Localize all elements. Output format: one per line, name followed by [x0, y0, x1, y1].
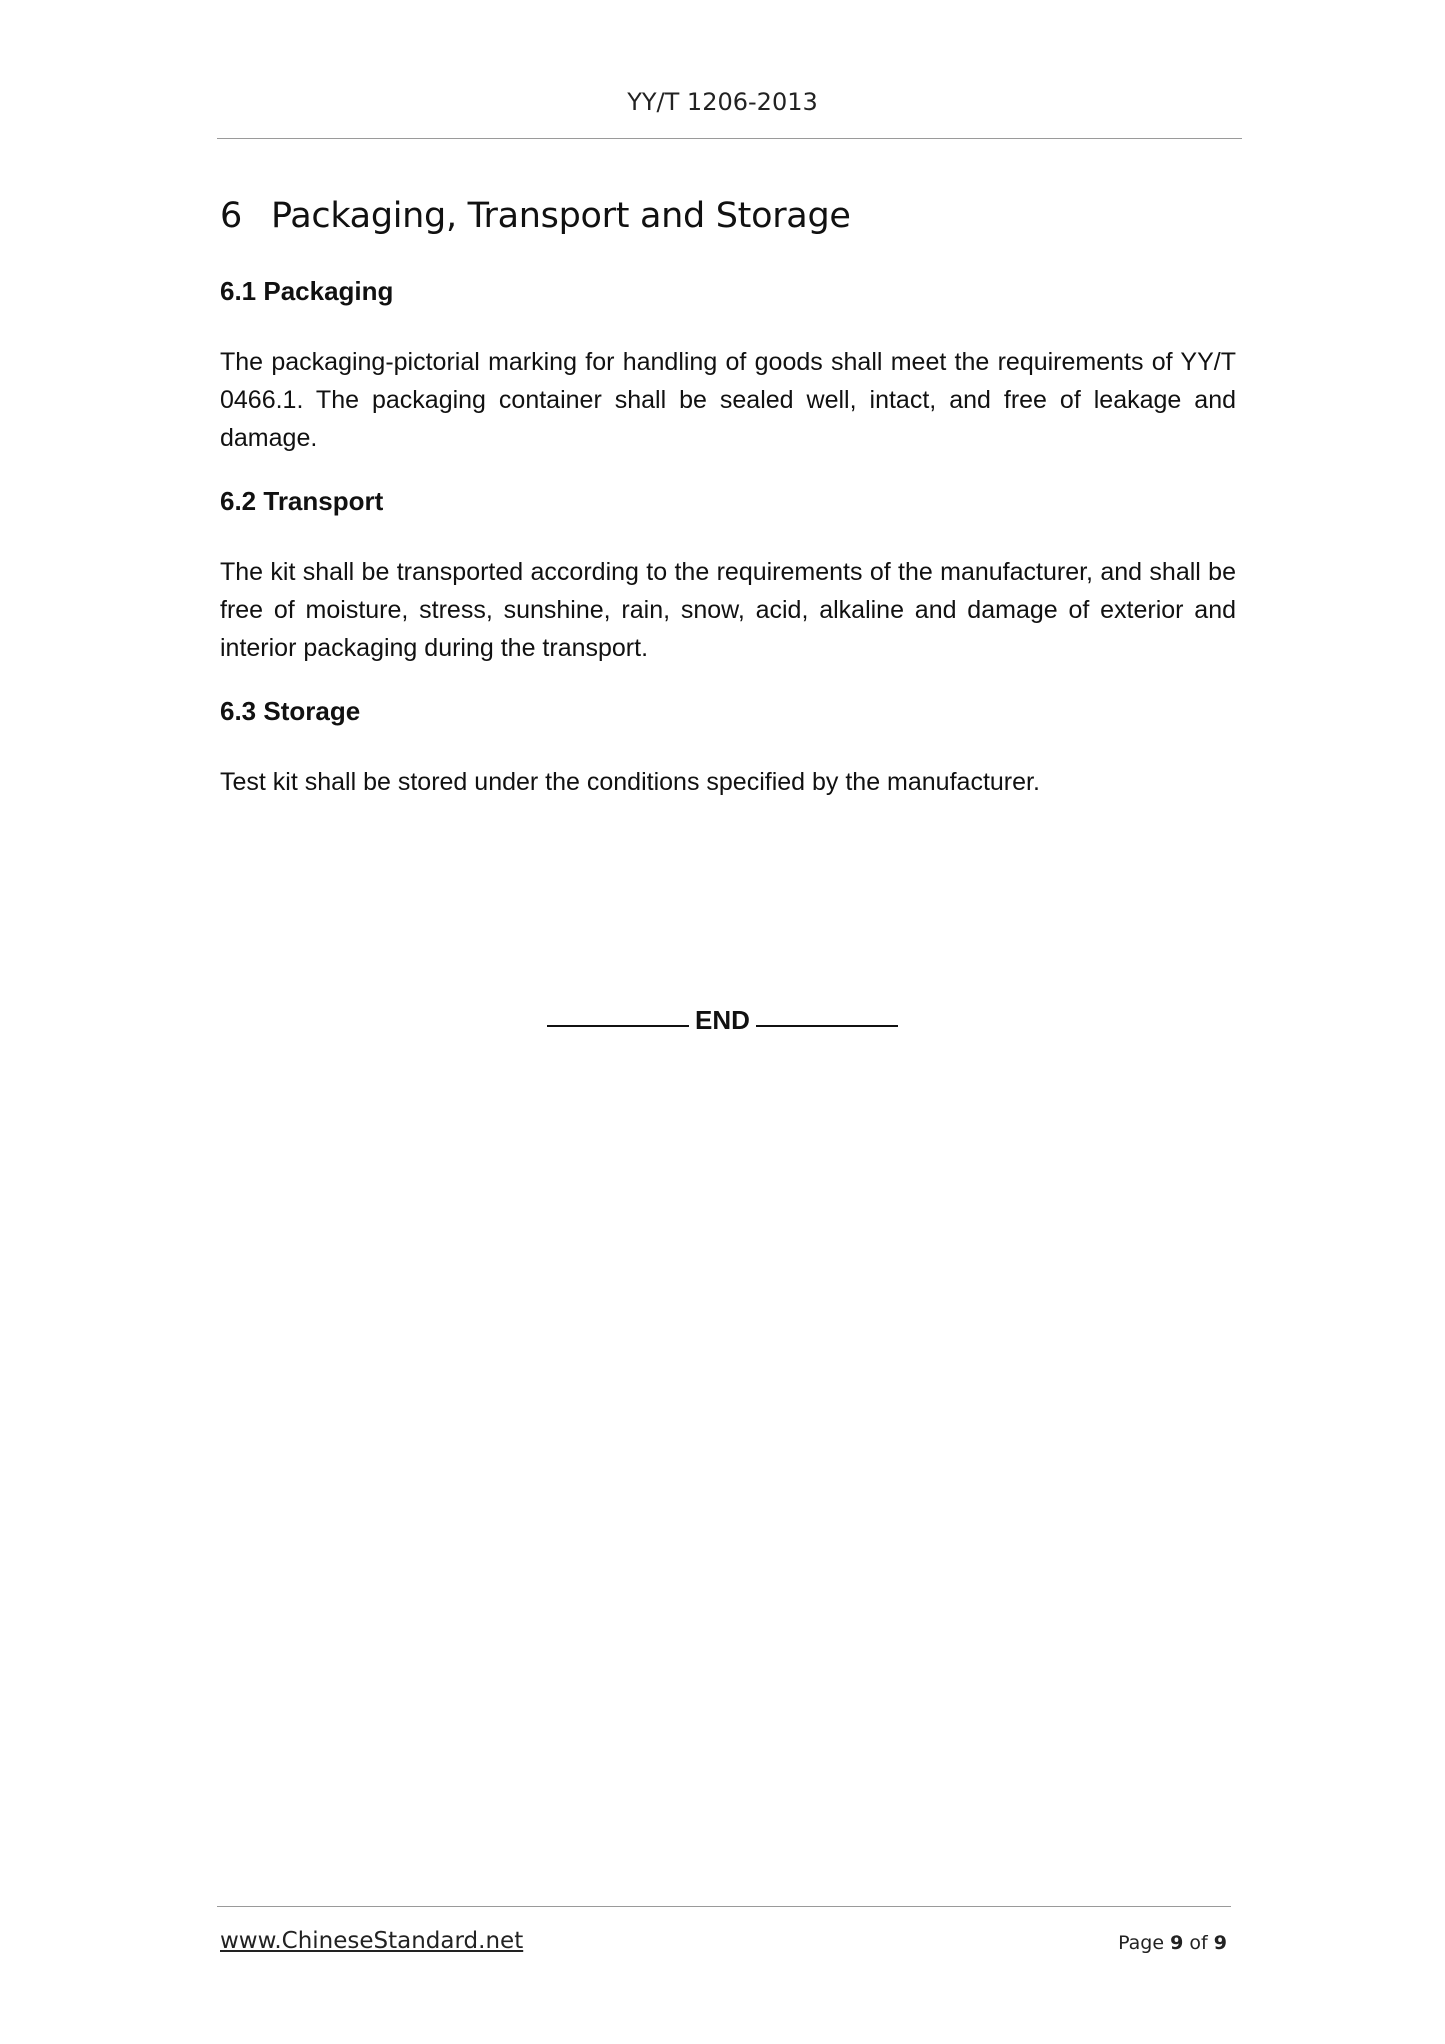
section-title-text: Packaging, Transport and Storage — [271, 196, 851, 236]
section-title — [220, 196, 1236, 236]
page-of: of — [1189, 1932, 1208, 1954]
end-label: END — [695, 1005, 750, 1035]
header-divider — [217, 138, 1242, 139]
end-line-left — [547, 1025, 689, 1027]
subsection-heading-storage: 6.3 Storage — [220, 696, 361, 726]
main-content — [220, 196, 1236, 830]
page-prefix: Page — [1118, 1932, 1165, 1954]
subsection-heading-packaging: 6.1 Packaging — [220, 276, 394, 306]
end-line-right — [756, 1025, 898, 1027]
footer-page-number — [1118, 1932, 1227, 1954]
subsection-text-packaging: The packaging-pictorial marking for handling of goods shall meet the requirements of YY/T 0466.1. The packaging container shall be sealed well, intact, and free of leakage and damage. — [220, 348, 1236, 452]
section-number: 6 — [220, 196, 242, 236]
end-marker — [0, 1005, 1445, 1036]
subsection-text-transport: The kit shall be transported according to the requirements of the manufacturer, and shall be free of moisture, stress, sunshine, rain, snow, acid, alkaline and damage of exterior and interior packaging during the transport. — [220, 558, 1236, 662]
header-doc-code: YY/T 1206-2013 — [627, 88, 818, 116]
page-total: 9 — [1213, 1932, 1227, 1954]
footer-website-link[interactable]: www.ChineseStandard.net — [220, 1928, 524, 1954]
subsection-heading-transport: 6.2 Transport — [220, 486, 384, 516]
page-current: 9 — [1170, 1932, 1184, 1954]
subsection-text-storage: Test kit shall be stored under the conditions specified by the manufacturer. — [220, 768, 1040, 796]
footer-divider — [217, 1906, 1231, 1907]
